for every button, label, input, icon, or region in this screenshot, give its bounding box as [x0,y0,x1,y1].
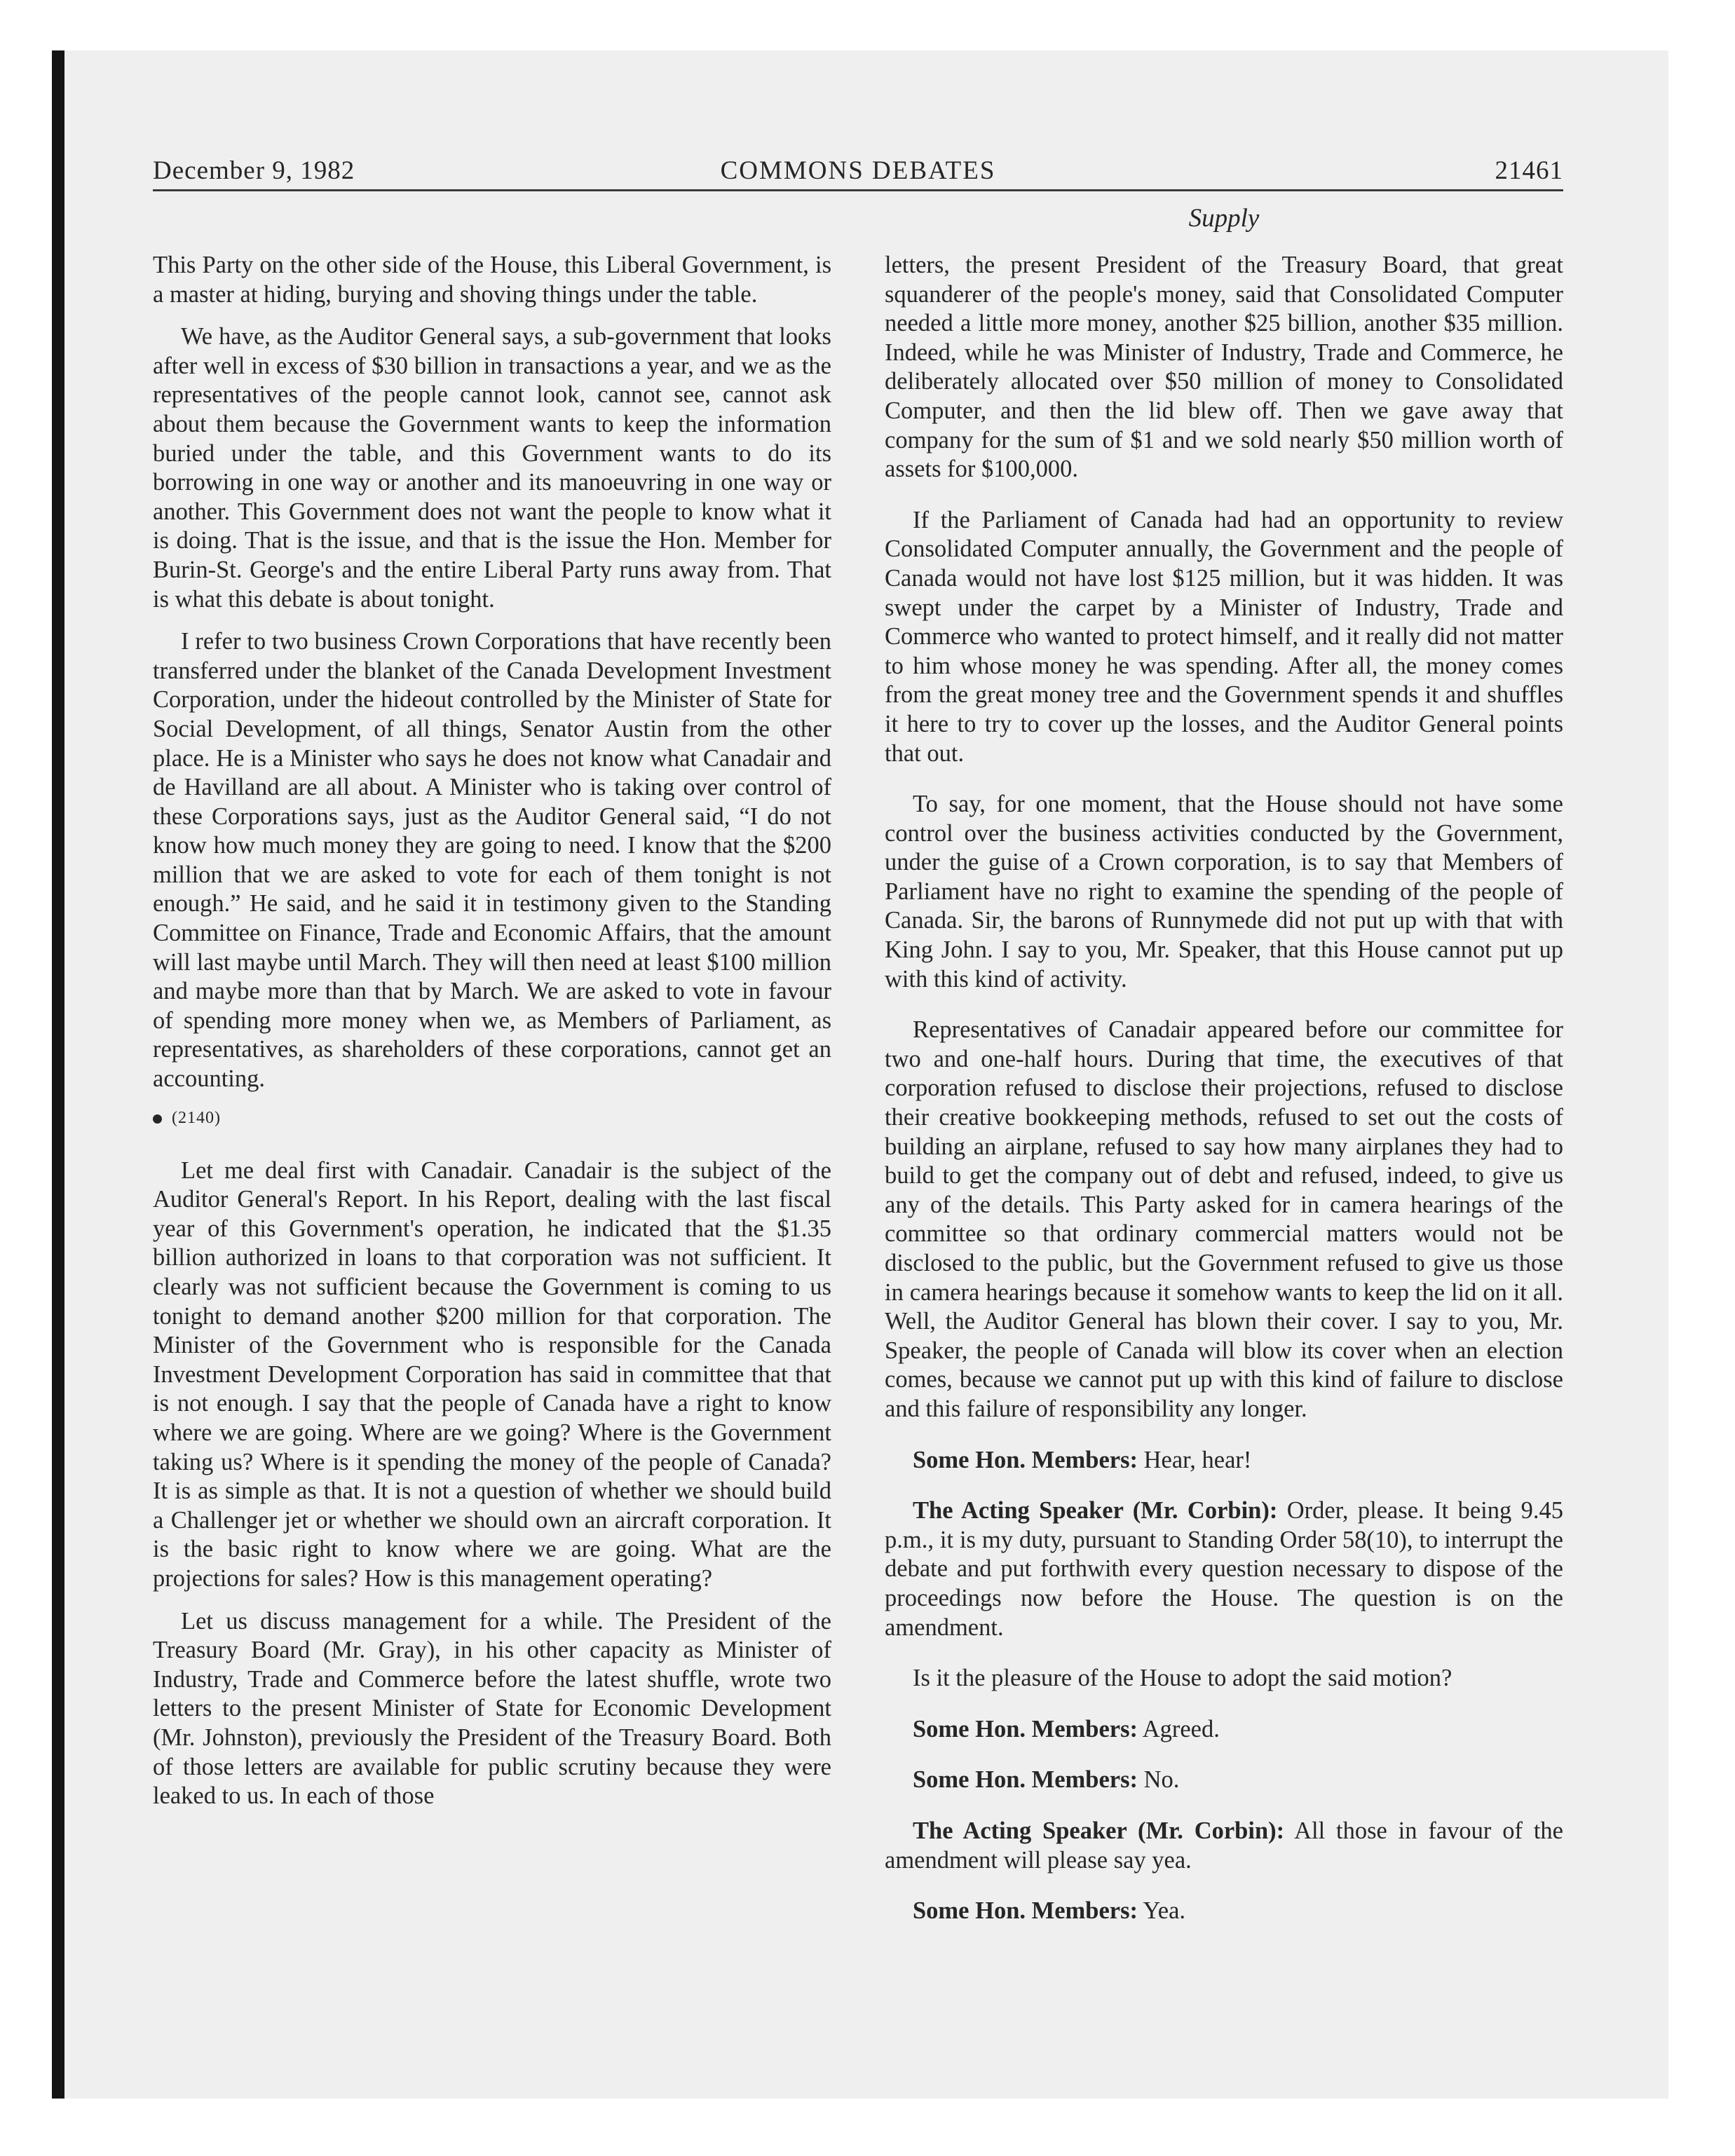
speaker-name: Some Hon. Members: [913,1446,1138,1473]
header-publication: COMMONS DEBATES [720,156,996,185]
question-paragraph: Is it the pleasure of the House to adopt the said motion? [913,1665,1452,1692]
speech-text: Yea. [1137,1897,1186,1925]
paragraph: I refer to two business Crown Corporations that have recently been transferred under the blanket of the Canada Development Investment Corporation, under the hideout controlled by the Minister of State for Social Development, of all things, Senator Austin from the other place. He is a Minister who says he does not know what Canadair and de Havilland are all about. A Minister who is taking over control of these Corporations says, just as the Auditor General said, “I do not know how much money they are going to need. I know that the $200 million that we are asked to vote for each of them tonight is not enough.” He said, and he said it in testimony given to the Standing Committee on Finance, Trade and Economic Affairs, that the amount will last maybe until March. They will then need at least $100 million and maybe more than that by March. We are asked to vote in favour of spending more money when we, as Members of Parliament, as representatives, as shareholders of these corporations, cannot get an accounting. [153,628,831,1093]
paragraph: This Party on the other side of the House, this Liberal Government, is a master at hiding, burying and shoving things under the table. [153,252,831,308]
speech-text: Order, please. It being 9.45 p.m., it is my duty, pursuant to Standing Order 58(10), to interrupt the debate and put forthwith every question necessary to dispose of the proceedings now before the House. The question is on the amendment. [885,1497,1563,1641]
speaker-name: Some Hon. Members: [913,1897,1138,1925]
paragraph: We have, as the Auditor General says, a sub-government that looks after well in excess of $30 billion in transactions a year, and we as the representatives of the people cannot look, cannot see, cannot ask about them because the Government wants to keep the information buried under the table, and this Government wants to do its borrowing in one way or another and its manoeuvring in one way or another. This Government does not want the people to know what it is doing. That is the issue, and that is the issue the Hon. Member for Burin-St. George's and the entire Liberal Party runs away from. That is what this debate is about tonight. [153,323,831,613]
paragraph: letters, the present President of the Treasury Board, that great squanderer of the people's money, said that Consolidated Computer needed a little more money, another $25 billion, another $35 million. Indeed, while he was Minister of Industry, Trade and Commerce, he deliberately allocated over $50 million of money to Consolidated Computer, and then the lid blew off. Then we gave away that company for the sum of $1 and we sold nearly $50 million worth of assets for $100,000. [885,252,1563,483]
speech-entry [885,1766,1563,1795]
right-column [885,251,1563,1948]
speech-entry [885,1496,1563,1642]
speech-entry [885,1897,1563,1926]
scan-border [52,50,64,2099]
header-page-number: 21461 [1495,156,1563,185]
header-rule [153,189,1563,191]
running-header [153,156,1563,192]
time-marker [153,1107,831,1128]
bullet-icon [153,1114,162,1124]
speech-entry [885,1715,1563,1745]
speaker-name: The Acting Speaker (Mr. Corbin): [913,1497,1278,1524]
section-title: Supply [1188,204,1260,233]
speech-text: Agreed. [1137,1715,1220,1742]
speech-text: All those in favour of the amendment will please say yea. [885,1817,1563,1874]
speech-text: No. [1137,1766,1180,1794]
speaker-name: The Acting Speaker (Mr. Corbin): [913,1817,1285,1844]
paragraph: Let us discuss management for a while. The President of the Treasury Board (Mr. Gray), in his other capacity as Minister of Industry, Trade and Commerce before the latest shuffle, wrote two letters to the present Minister of State for Economic Development (Mr. Johnston), previously the President of the Treasury Board. Both of those letters are available for public scrutiny because they were leaked to us. In each of those [153,1607,831,1810]
speaker-name: Some Hon. Members: [913,1766,1138,1794]
speech-text: Hear, hear! [1137,1446,1252,1473]
time-marker-label: (2140) [172,1108,221,1127]
left-column [153,251,831,1824]
header-date: December 9, 1982 [153,156,355,185]
speech-entry [885,1446,1563,1475]
paragraph: To say, for one moment, that the House should not have some control over the business activities conducted by the Government, under the guise of a Crown corporation, is to say that Members of Parliament have no right to examine the spending of the people of Canada. Sir, the barons of Runnymede did not put up with that with King John. I say to you, Mr. Speaker, that this House cannot put up with this kind of activity. [885,791,1563,992]
paragraph: If the Parliament of Canada had had an opportunity to review Consolidated Computer annually, the Government and the people of Canada would not have lost $125 million, but it was hidden. It was swept under the carpet by a Minister of Industry, Trade and Commerce who wanted to protect himself, and it really did not matter to him whose money he was spending. After all, the money comes from the great money tree and the Government spends it and shuffles it here to try to cover up the losses, and the Auditor General points that out. [885,506,1563,767]
speech-entry [885,1817,1563,1875]
paragraph: Representatives of Canadair appeared before our committee for two and one-half hours. During that time, the executives of that corporation refused to disclose their projections, refused to disclose their creative bookkeeping methods, refused to set out the costs of building an airplane, refused to say how many airplanes they had to build to get the company out of debt and refused, indeed, to give us any of the details. This Party asked for in camera hearings of the committee so that ordinary commercial matters would not be disclosed to the public, but the Government refused to give us those in camera hearings because it somehow wants to keep the lid on it all. Well, the Auditor General has blown their cover. I say to you, Mr. Speaker, the people of Canada will blow its cover when an election comes, because we cannot put up with this kind of failure to disclose and this failure of responsibility any longer. [885,1016,1563,1422]
paragraph: Let me deal first with Canadair. Canadair is the subject of the Auditor General's Report. In his Report, dealing with the last fiscal year of this Government's operation, he indicated that the $1.35 billion authorized in loans to that corporation was not sufficient. It clearly was not sufficient because the Government is coming to us tonight to demand another $200 million for that corporation. The Minister of the Government who is responsible for the Canada Investment Development Corporation has said in committee that that is not enough. I say that the people of Canada have a right to know where we are going. Where are we going? Where is the Government taking us? Where is it spending the money of the people of Canada? It is as simple as that. It is not a question of whether we should build a Challenger jet or whether we should own an aircraft corporation. It is the basic right to know where we are going. What are the projections for sales? How is this management operating? [153,1157,831,1592]
speaker-name: Some Hon. Members: [913,1715,1138,1742]
